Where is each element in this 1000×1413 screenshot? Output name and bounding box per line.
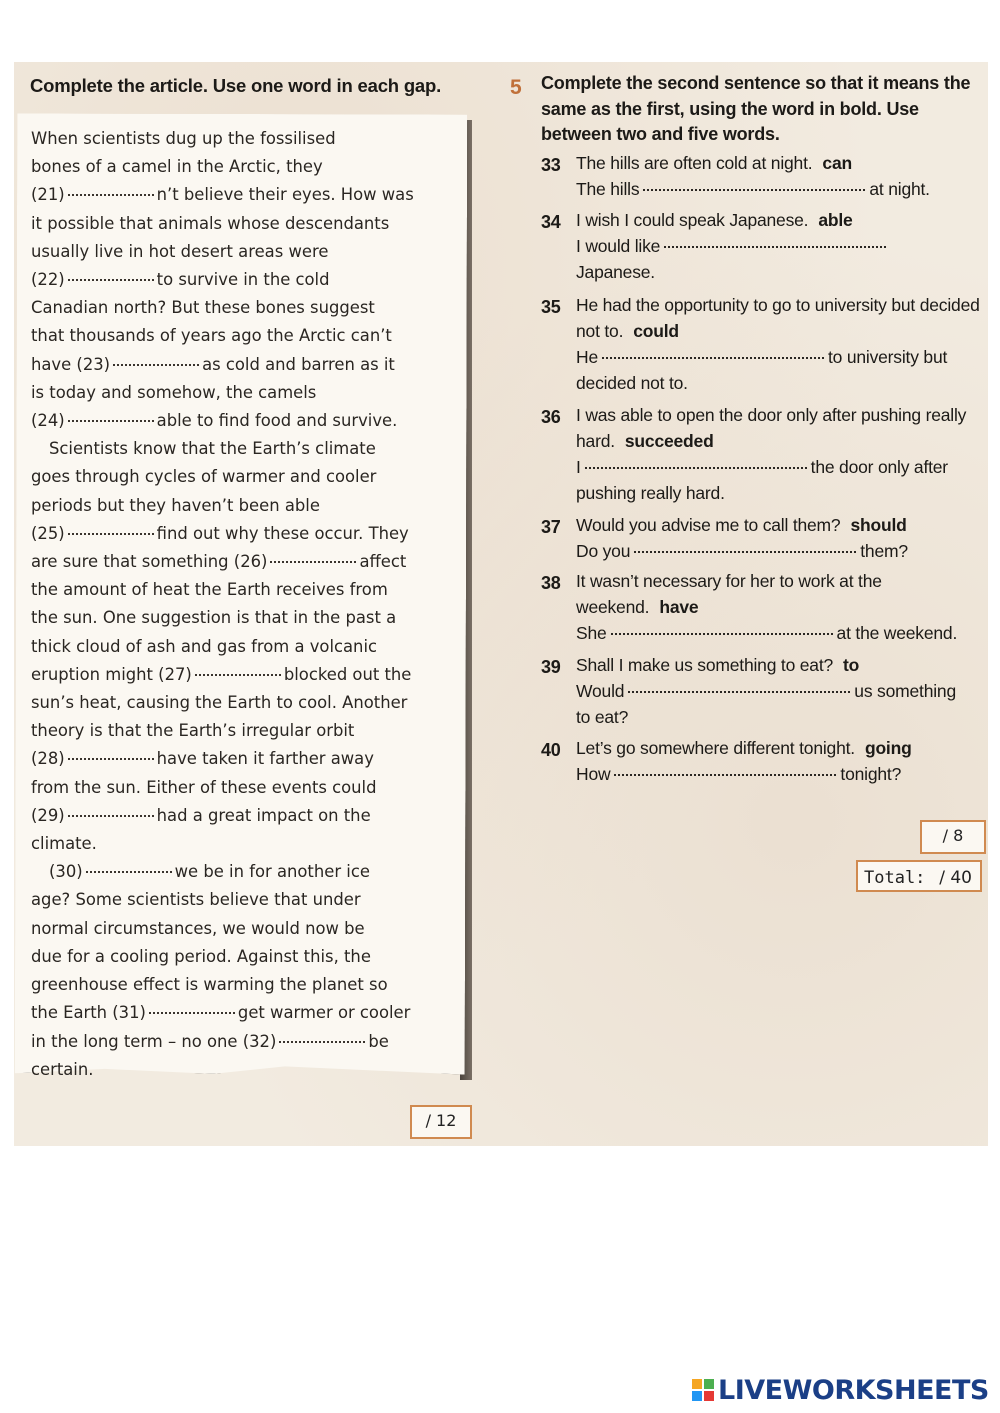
article-line — [31, 492, 461, 520]
item-prompt-continuation: Japanese. — [576, 262, 655, 282]
exercise-score-box: / 8 — [920, 820, 986, 854]
article-line — [31, 1028, 461, 1056]
answer-gap[interactable] — [68, 532, 154, 535]
item-prompt-start: The hills — [576, 179, 640, 199]
article-line — [31, 266, 461, 294]
article-line-text: from the sun. Either of these events could — [31, 777, 377, 797]
article-line — [31, 153, 461, 181]
item-prompt-end: at night. — [869, 179, 930, 199]
article-line-text: bones of a camel in the Arctic, they — [31, 157, 323, 177]
article-line-text: we be in for another ice — [174, 862, 370, 882]
logo-square — [692, 1379, 702, 1389]
article-line — [31, 999, 461, 1027]
item-prompt-continuation: to eat? — [576, 707, 629, 727]
key-word: should — [850, 515, 907, 535]
answer-gap[interactable] — [611, 632, 833, 635]
item-sentence: Shall I make us something to eat? — [576, 655, 834, 675]
total-score-box — [856, 860, 982, 892]
article-score-box: / 12 — [410, 1105, 472, 1139]
article-line-text: (21) — [31, 185, 65, 205]
article-line-text: blocked out the — [283, 664, 412, 684]
answer-gap[interactable] — [643, 188, 865, 191]
answer-gap[interactable] — [585, 466, 807, 469]
article-line-text: n’t believe their eyes. How was — [156, 185, 414, 205]
article-line — [31, 886, 461, 914]
answer-gap[interactable] — [68, 278, 154, 281]
article-line-text: thick cloud of ash and gas from a volcanic — [31, 636, 378, 656]
article-line-text: get warmer or cooler — [237, 1003, 411, 1023]
item-prompt-end: tonight? — [840, 764, 902, 784]
item-prompt-end: at the weekend. — [836, 623, 958, 643]
article-line-text: periods but they haven’t been able — [31, 495, 320, 515]
logo-square — [704, 1391, 714, 1401]
article-line-text: be — [368, 1031, 389, 1051]
article-line — [31, 745, 461, 773]
article-line — [31, 294, 461, 322]
article-line-text: (29) — [31, 805, 65, 825]
key-word: going — [864, 738, 912, 758]
answer-gap[interactable] — [86, 870, 172, 873]
item-number: 39 — [541, 657, 561, 677]
article-line — [31, 238, 461, 266]
article-line-text: are sure that something (26) — [31, 552, 268, 572]
transformation-item — [541, 735, 991, 787]
transformation-item — [541, 292, 991, 396]
article-line-text: normal circumstances, we would now be — [31, 918, 365, 938]
answer-gap[interactable] — [68, 419, 154, 422]
transformation-item — [541, 207, 991, 285]
key-word: able — [818, 210, 853, 230]
key-word: to — [843, 655, 860, 675]
article-line-text: is today and somehow, the camels — [31, 382, 317, 402]
article-line-text: the sun. One suggestion is that in the past a — [31, 608, 397, 628]
answer-gap[interactable] — [634, 550, 856, 553]
article-line — [31, 858, 461, 886]
answer-gap[interactable] — [614, 773, 836, 776]
answer-gap[interactable] — [270, 560, 356, 563]
article-line-text: have (23) — [31, 354, 111, 374]
total-label: Total: — [864, 868, 926, 888]
article-line-text: (24) — [31, 411, 65, 431]
answer-gap[interactable] — [195, 673, 281, 676]
key-word: succeeded — [624, 431, 714, 451]
article-line — [31, 351, 461, 379]
item-sentence: Let’s go somewhere different tonight. — [576, 738, 855, 758]
item-number: 38 — [541, 573, 561, 593]
exercise-number: 5 — [510, 76, 522, 99]
exercise-instruction: Complete the second sentence so that it means the same as the first, using the word in bold. Use between two and five words. — [541, 73, 971, 144]
key-word: could — [633, 321, 679, 341]
article-line-text: find out why these occur. They — [156, 523, 409, 543]
liveworksheets-logo — [692, 1372, 989, 1408]
article-text — [31, 125, 461, 1084]
article-line-text: as cold and barren as it — [202, 354, 395, 374]
article-line-text: When scientists dug up the fossilised — [31, 129, 336, 148]
item-prompt-start: I would like — [576, 236, 661, 256]
key-word: have — [659, 597, 699, 617]
item-number: 35 — [541, 297, 561, 317]
article-line-text: sun’s heat, causing the Earth to cool. Another — [31, 693, 408, 713]
logo-square — [692, 1391, 702, 1401]
key-word: can — [822, 153, 852, 173]
transformation-item — [541, 652, 991, 730]
article-line-text: affect — [359, 552, 407, 572]
article-line-text: in the long term – no one (32) — [31, 1031, 277, 1051]
article-line-text: have taken it farther away — [156, 749, 374, 769]
article-line-text: eruption might (27) — [31, 664, 192, 684]
article-line — [31, 971, 461, 999]
answer-gap[interactable] — [68, 193, 154, 196]
article-line — [31, 943, 461, 971]
article-line — [31, 915, 461, 943]
article-line-text: greenhouse effect is warming the planet so — [31, 975, 388, 995]
article-line-text: usually live in hot desert areas were — [31, 241, 329, 261]
item-prompt-start: He — [576, 347, 598, 367]
logo-square — [704, 1379, 714, 1389]
article-line-text: due for a cooling period. Against this, the — [31, 946, 371, 966]
item-prompt-start: Do you — [576, 541, 631, 561]
article-line-text: theory is that the Earth’s irregular orbit — [31, 721, 355, 741]
transformation-item — [541, 150, 991, 202]
article-line — [31, 435, 461, 463]
item-prompt-start: She — [576, 623, 607, 643]
transformation-item — [541, 402, 991, 506]
answer-gap[interactable] — [68, 814, 154, 817]
item-number: 33 — [541, 155, 561, 175]
item-sentence: I wish I could speak Japanese. — [576, 210, 809, 230]
article-line-text: (25) — [31, 523, 65, 543]
article-line — [31, 210, 461, 238]
item-number: 37 — [541, 517, 561, 537]
article-line — [31, 661, 461, 689]
answer-gap[interactable] — [149, 1011, 235, 1014]
item-sentence: He had the opportunity to go to university but decided not to. — [576, 295, 980, 341]
item-sentence: Would you advise me to call them? — [576, 515, 841, 535]
transformation-item — [541, 512, 991, 564]
article-line-text: that thousands of years ago the Arctic can’t — [31, 326, 392, 346]
article-line-text: goes through cycles of warmer and cooler — [31, 467, 377, 487]
article-line — [31, 802, 461, 830]
total-value: / 40 — [939, 868, 972, 888]
article-line-text: had a great impact on the — [156, 805, 371, 825]
item-prompt-end: them? — [860, 541, 908, 561]
item-sentence: It wasn’t necessary for her to work at the weekend. — [576, 571, 882, 617]
article-line-text: certain. — [31, 1059, 94, 1079]
article-line-text: Canadian north? But these bones suggest — [31, 298, 375, 318]
article-line — [31, 322, 461, 350]
item-number: 36 — [541, 407, 561, 427]
article-line — [31, 604, 461, 632]
article-line-text: (28) — [31, 749, 65, 769]
article-line-text: the amount of heat the Earth receives from — [31, 580, 388, 600]
answer-gap[interactable] — [602, 356, 824, 359]
item-sentence: I was able to open the door only after pushing really hard. — [576, 405, 967, 451]
transformation-item — [541, 568, 991, 646]
answer-gap[interactable] — [628, 690, 850, 693]
article-line — [31, 576, 461, 604]
item-number: 34 — [541, 212, 561, 232]
answer-gap[interactable] — [279, 1040, 365, 1043]
article-line — [31, 125, 461, 153]
article-line-text: to survive in the cold — [156, 270, 330, 290]
article-line-text: able to find food and survive. — [156, 411, 398, 431]
item-prompt-end: to university but — [827, 347, 948, 367]
article-line-text: Scientists know that the Earth’s climate — [49, 439, 376, 459]
article-line-text: it possible that animals whose descendants — [31, 213, 390, 233]
answer-gap[interactable] — [113, 363, 199, 366]
answer-gap[interactable] — [664, 245, 886, 248]
article-line — [31, 463, 461, 491]
article-line-text: (30) — [49, 862, 83, 882]
answer-gap[interactable] — [68, 757, 154, 760]
article-line — [31, 548, 461, 576]
item-prompt-start: I — [576, 457, 581, 477]
article-line — [31, 1056, 461, 1084]
article-line — [31, 689, 461, 717]
article-line-text: (22) — [31, 270, 65, 290]
item-sentence: The hills are often cold at night. — [576, 153, 813, 173]
item-prompt-end: the door only after — [810, 457, 948, 477]
item-prompt-end: us something — [854, 681, 956, 701]
article-line-text: the Earth (31) — [31, 1003, 146, 1023]
article-line — [31, 520, 461, 548]
article-line — [31, 181, 461, 209]
article-line — [31, 633, 461, 661]
article-instruction: Complete the article. Use one word in each gap. — [30, 75, 442, 96]
item-prompt-continuation: pushing really hard. — [576, 483, 725, 503]
article-line-text: climate. — [31, 834, 97, 854]
article-line-text: age? Some scientists believe that under — [31, 890, 361, 910]
article-line — [31, 717, 461, 745]
item-prompt-start: How — [576, 764, 611, 784]
item-prompt-start: Would — [576, 681, 625, 701]
item-number: 40 — [541, 740, 561, 760]
article-line — [31, 379, 461, 407]
logo-icon — [692, 1379, 714, 1401]
article-line — [31, 830, 461, 858]
logo-text: LIVEWORKSHEETS — [718, 1374, 989, 1406]
article-line — [31, 774, 461, 802]
article-line — [31, 407, 461, 435]
item-prompt-continuation: decided not to. — [576, 373, 688, 393]
